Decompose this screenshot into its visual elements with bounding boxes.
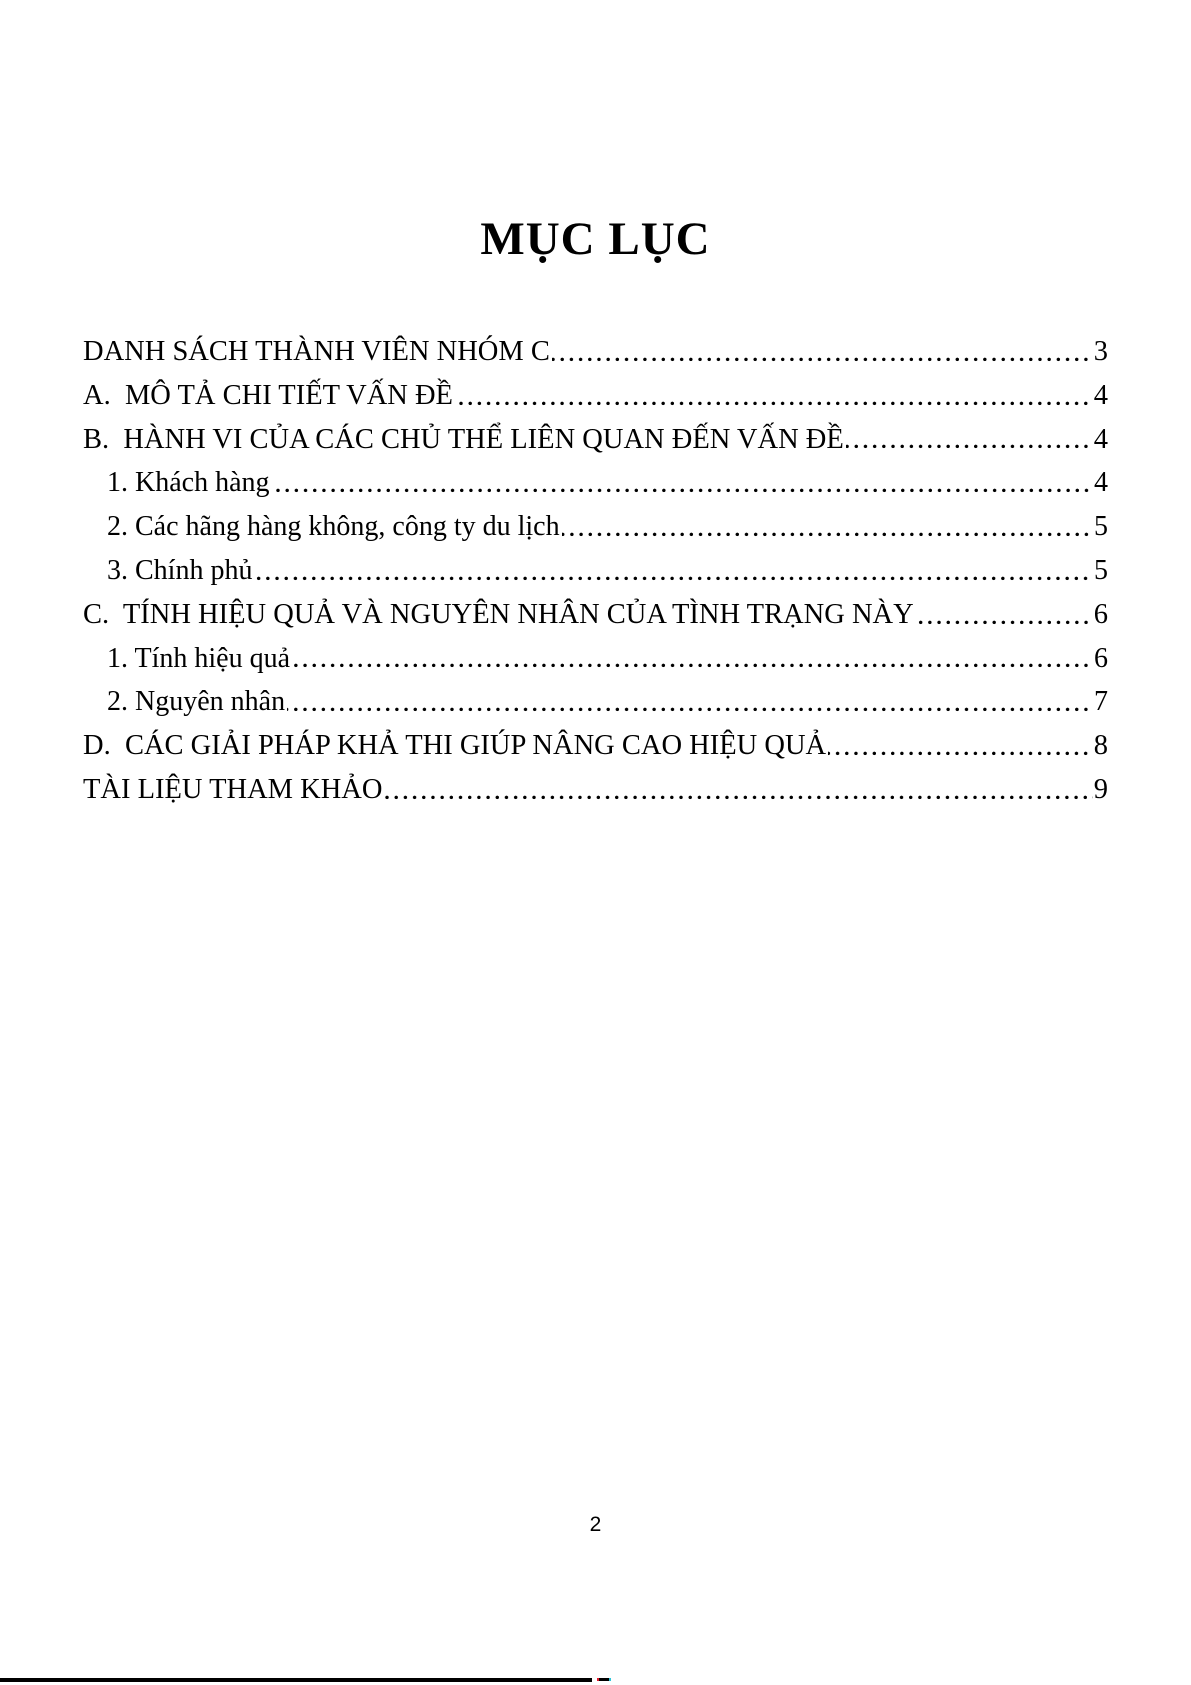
toc-entry-page: 6	[1093, 598, 1108, 630]
toc-entry-page: 6	[1094, 642, 1108, 674]
toc-entry-label: DANH SÁCH THÀNH VIÊN NHÓM C	[83, 336, 550, 367]
page-title: MỤC LỤC	[480, 213, 711, 265]
dot-leader	[455, 401, 1093, 406]
toc-entry-page: 8	[1093, 730, 1108, 762]
toc-entry-page: 4	[1094, 467, 1108, 499]
toc-entry-page: 9	[1093, 773, 1108, 805]
dot-leader	[292, 663, 1093, 668]
dot-leader	[384, 795, 1092, 800]
toc-entry-label: 1. Tính hiệu quả	[107, 642, 291, 674]
toc-entry[interactable]	[83, 374, 1108, 418]
toc-entry-label: 1. Khách hàng	[107, 467, 270, 499]
toc-entry[interactable]	[83, 505, 1108, 549]
toc-entry-label: 3. Chính phủ	[107, 554, 253, 586]
toc-entry[interactable]	[83, 593, 1108, 637]
toc-entry[interactable]	[83, 680, 1108, 724]
dot-leader	[272, 488, 1093, 493]
toc-entry[interactable]	[83, 724, 1108, 768]
toc-entry[interactable]	[83, 461, 1108, 505]
toc-entry-label: TÀI LIỆU THAM KHẢO	[83, 773, 383, 805]
toc-entry-page: 4	[1093, 423, 1108, 455]
toc-entry-label: D. CÁC GIẢI PHÁP KHẢ THI GIÚP NÂNG CAO HIỆU QUẢ	[83, 730, 827, 762]
toc-entry[interactable]	[83, 418, 1108, 462]
dot-leader	[287, 707, 1093, 712]
toc-entry[interactable]	[83, 330, 1108, 374]
toc-entry-label: 2. Nguyên nhân	[107, 686, 286, 718]
toc-entry-label: 2. Các hãng hàng không, công ty du lịch	[107, 511, 560, 543]
toc-entry[interactable]	[83, 768, 1108, 812]
bottom-rule-fragment	[597, 1678, 611, 1681]
table-of-contents	[83, 330, 1108, 812]
toc-entry-page: 5	[1094, 554, 1108, 586]
toc-entry-page: 3	[1093, 336, 1108, 367]
dot-leader	[916, 620, 1093, 625]
toc-entry-label: A. MÔ TẢ CHI TIẾT VẤN ĐỀ	[83, 379, 453, 411]
dot-leader	[254, 576, 1093, 581]
toc-entry-label: C. TÍNH HIỆU QUẢ VÀ NGUYÊN NHÂN CỦA TÌNH TRẠNG NÀY	[83, 598, 914, 630]
dot-leader	[846, 444, 1093, 449]
toc-entry-page: 5	[1094, 511, 1108, 543]
toc-entry-label: B. HÀNH VI CỦA CÁC CHỦ THỂ LIÊN QUAN ĐẾN VẤN ĐỀ	[83, 423, 844, 455]
dot-leader	[562, 532, 1093, 537]
bottom-rule	[0, 1678, 592, 1682]
toc-entry-page: 7	[1094, 686, 1108, 718]
toc-entry[interactable]	[83, 637, 1108, 681]
toc-entry[interactable]	[83, 549, 1108, 593]
toc-entry-page: 4	[1093, 379, 1108, 411]
dot-leader	[828, 751, 1093, 756]
dot-leader	[552, 357, 1093, 362]
footer-page-number: 2	[589, 1513, 602, 1536]
